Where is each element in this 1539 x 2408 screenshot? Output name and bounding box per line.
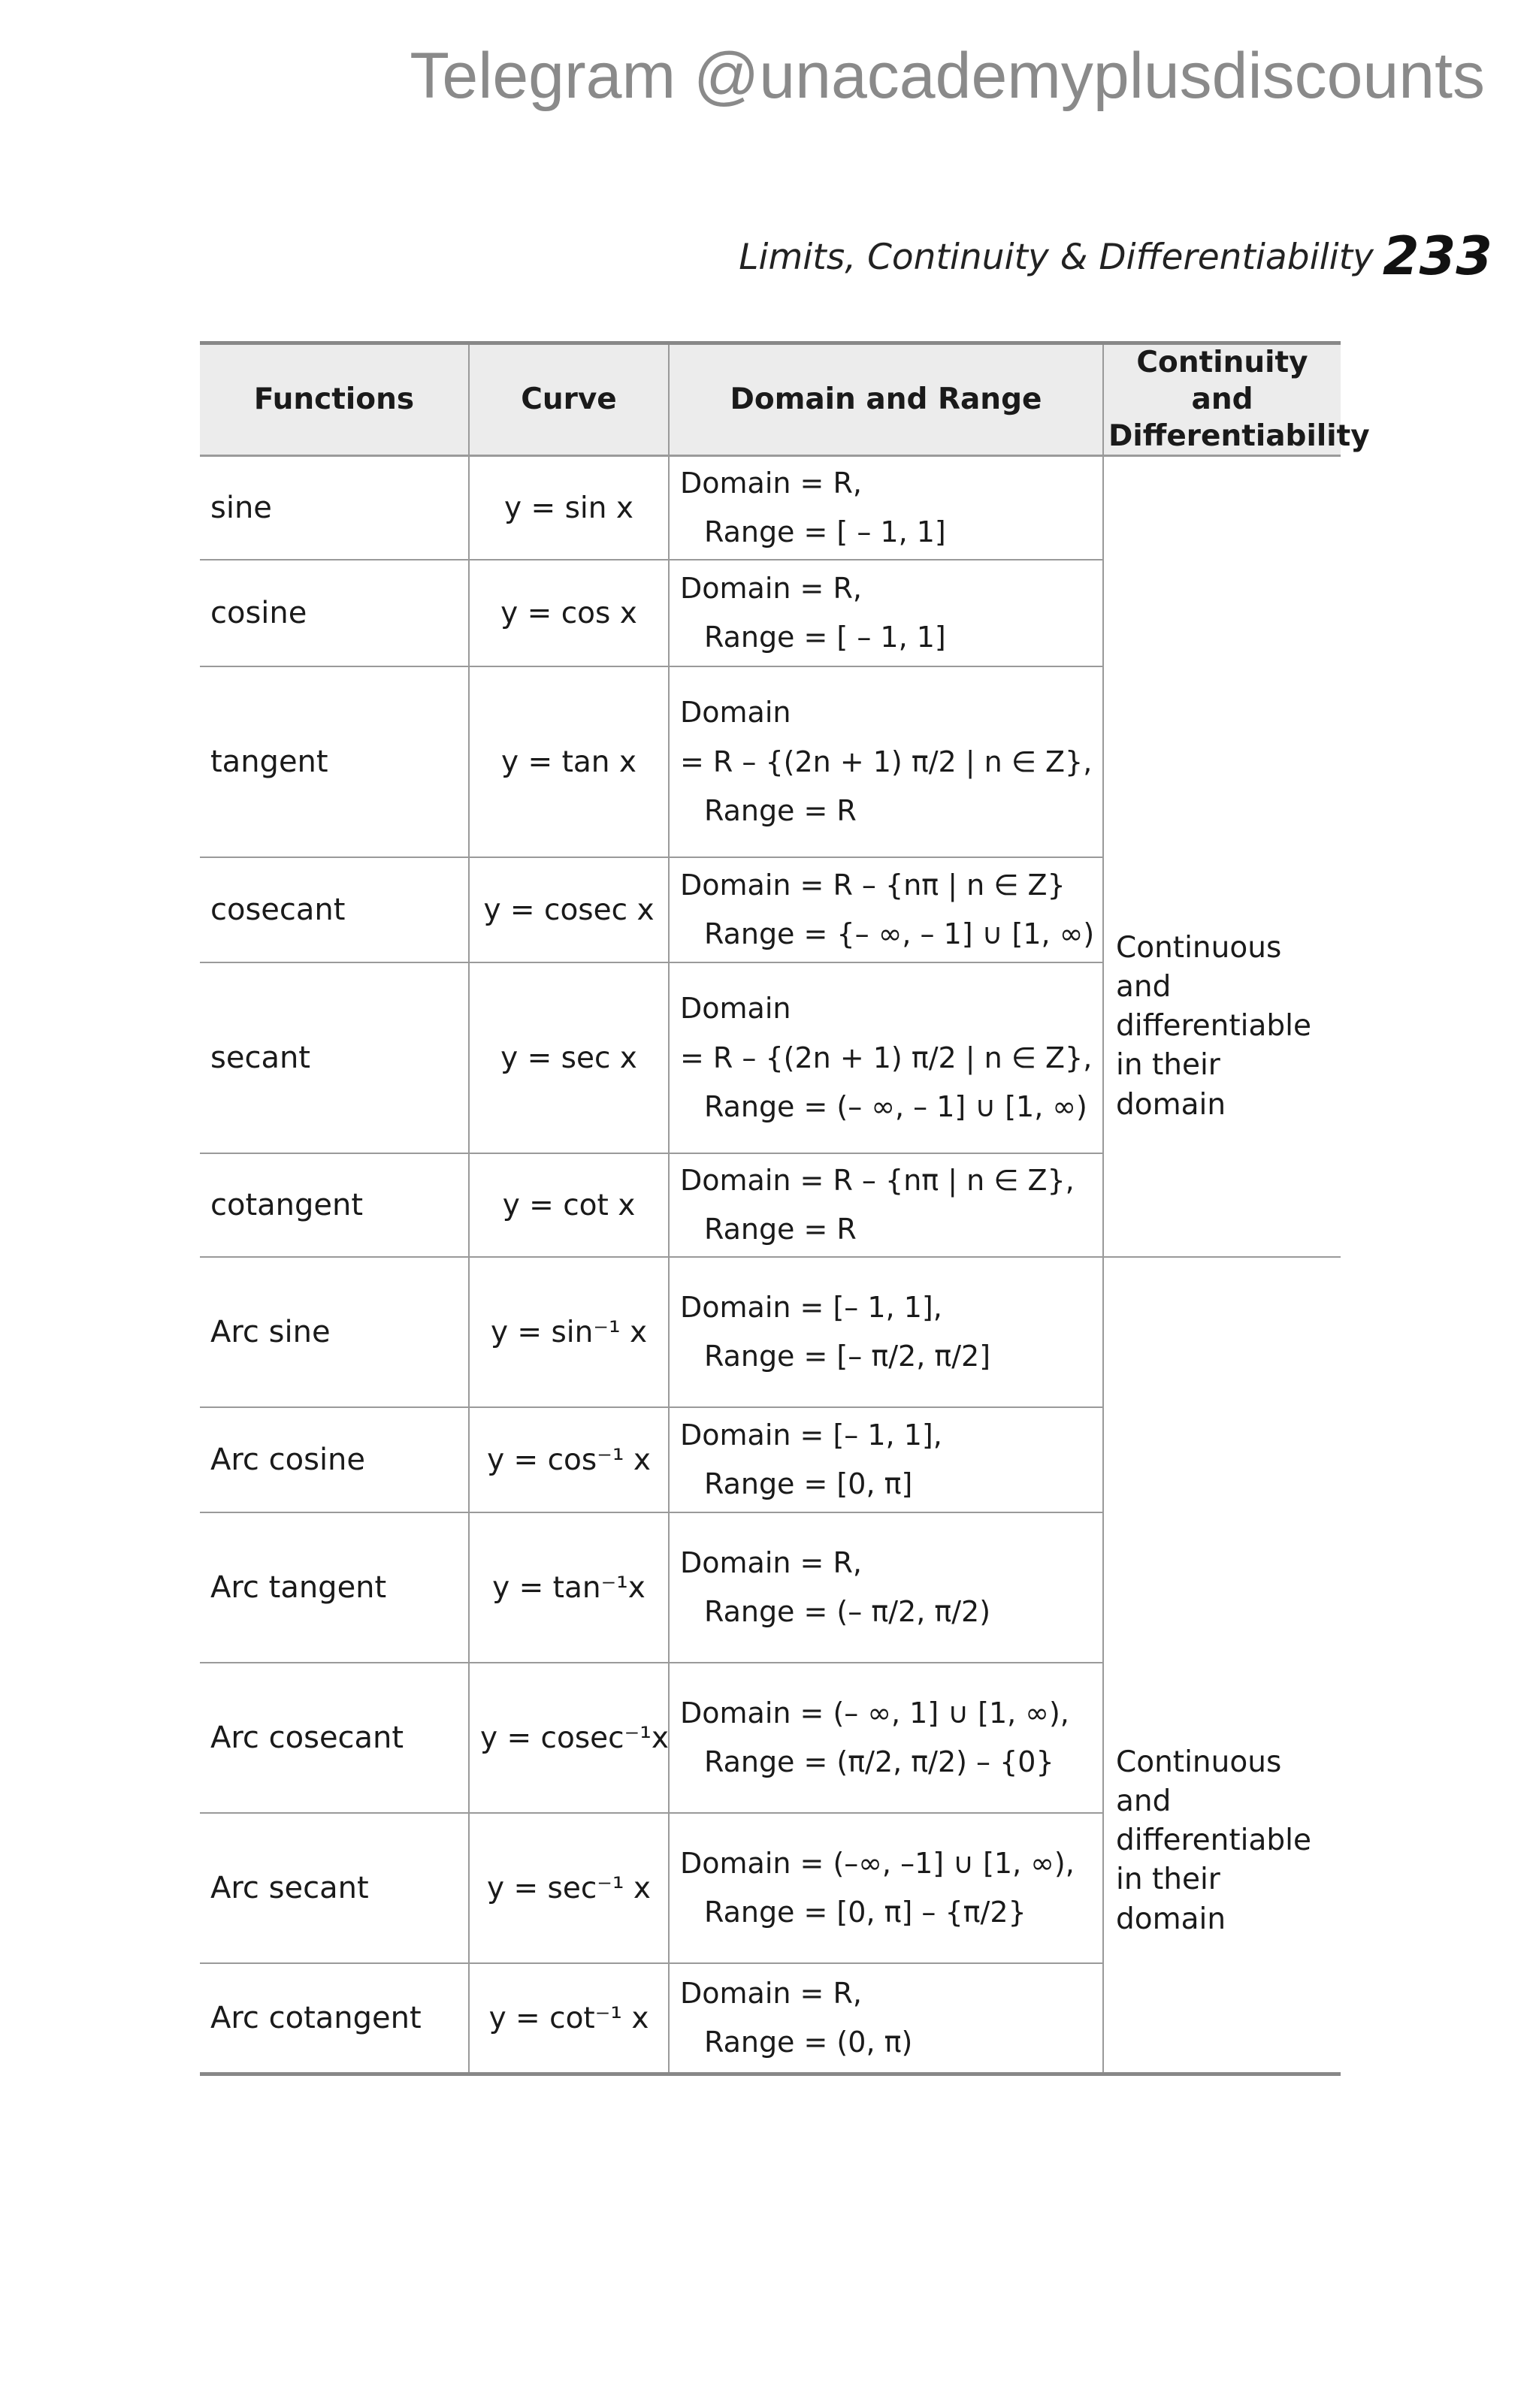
table-header-row bbox=[200, 343, 1341, 456]
domain-text: Domain = R, bbox=[680, 1976, 862, 2010]
curve-equation: y = cosec x bbox=[469, 857, 669, 962]
domain-text: Domain = (– ∞, 1] ∪ [1, ∞), bbox=[680, 1696, 1069, 1730]
continuity-text: Continuous and differentiable in their domain bbox=[1116, 1745, 1311, 1936]
domain-range-cell bbox=[669, 1512, 1103, 1663]
header-functions: Functions bbox=[200, 343, 469, 456]
continuity-cell-trig bbox=[1103, 456, 1341, 1258]
range-text: Range = (0, π) bbox=[704, 2026, 913, 2059]
range-text: Range = [– π/2, π/2] bbox=[704, 1340, 991, 1373]
function-name: Arc sine bbox=[200, 1257, 469, 1407]
function-name: secant bbox=[200, 962, 469, 1153]
range-text: Range = (– ∞, – 1] ∪ [1, ∞) bbox=[704, 1089, 1087, 1123]
function-name: tangent bbox=[200, 666, 469, 857]
curve-equation: y = cot x bbox=[469, 1153, 669, 1257]
function-name: sine bbox=[200, 456, 469, 560]
curve-equation: y = sin x bbox=[469, 456, 669, 560]
curve-equation: y = cot⁻¹ x bbox=[469, 1963, 669, 2074]
header-domain-range: Domain and Range bbox=[669, 343, 1103, 456]
domain-text: Domain = [– 1, 1], bbox=[680, 1290, 942, 1324]
range-text: Range = (π/2, π/2) – {0} bbox=[704, 1745, 1054, 1779]
range-text: Range = [0, π] bbox=[704, 1467, 913, 1501]
curve-equation: y = tan⁻¹x bbox=[469, 1512, 669, 1663]
domain-range-cell bbox=[669, 456, 1103, 560]
function-name: cotangent bbox=[200, 1153, 469, 1257]
domain-text: Domain = R, bbox=[680, 571, 862, 605]
domain-expression: = R – {(2n + 1) π/2 | n ∈ Z}, bbox=[680, 1041, 1093, 1074]
domain-range-cell bbox=[669, 1407, 1103, 1512]
header-continuity: Continuity and Differentiability bbox=[1103, 343, 1341, 456]
table-row bbox=[200, 456, 1341, 560]
functions-table bbox=[200, 341, 1370, 2076]
domain-range-cell bbox=[669, 666, 1103, 857]
domain-range-cell bbox=[669, 857, 1103, 962]
watermark: Telegram @unacademyplusdiscounts bbox=[410, 40, 1485, 112]
domain-text: Domain = R, bbox=[680, 466, 862, 500]
domain-text: Domain bbox=[680, 992, 791, 1026]
curve-equation: y = cosec⁻¹x bbox=[469, 1663, 669, 1813]
domain-text: Domain = R – {nπ | n ∈ Z}, bbox=[680, 1163, 1075, 1197]
domain-range-cell bbox=[669, 1153, 1103, 1257]
page-number: 233 bbox=[1382, 225, 1492, 287]
function-name: cosine bbox=[200, 560, 469, 666]
table-row bbox=[200, 1257, 1341, 1407]
range-text: Range = R bbox=[704, 1213, 857, 1246]
curve-equation: y = cos x bbox=[469, 560, 669, 666]
continuity-text: Continuous and differentiable in their domain bbox=[1116, 930, 1311, 1122]
function-name: cosecant bbox=[200, 857, 469, 962]
domain-range-cell bbox=[669, 560, 1103, 666]
domain-text: Domain bbox=[680, 696, 791, 730]
curve-equation: y = cos⁻¹ x bbox=[469, 1407, 669, 1512]
domain-range-cell bbox=[669, 1963, 1103, 2074]
range-text: Range = (– π/2, π/2) bbox=[704, 1595, 991, 1629]
running-head-title: Limits, Continuity & Differentiability bbox=[739, 237, 1374, 278]
range-text: Range = R bbox=[704, 793, 857, 827]
domain-text: Domain = R – {nπ | n ∈ Z} bbox=[680, 868, 1066, 902]
domain-range-cell bbox=[669, 1663, 1103, 1813]
function-name: Arc tangent bbox=[200, 1512, 469, 1663]
function-name: Arc cosecant bbox=[200, 1663, 469, 1813]
range-text: Range = [0, π] – {π/2} bbox=[704, 1896, 1027, 1929]
range-text: Range = [ – 1, 1] bbox=[704, 621, 946, 654]
header-curve: Curve bbox=[469, 343, 669, 456]
function-name: Arc secant bbox=[200, 1813, 469, 1963]
domain-expression: = R – {(2n + 1) π/2 | n ∈ Z}, bbox=[680, 745, 1093, 778]
continuity-cell-inverse bbox=[1103, 1257, 1341, 2074]
domain-range-cell bbox=[669, 962, 1103, 1153]
function-name: Arc cosine bbox=[200, 1407, 469, 1512]
curve-equation: y = tan x bbox=[469, 666, 669, 857]
curve-equation: y = sec⁻¹ x bbox=[469, 1813, 669, 1963]
curve-equation: y = sin⁻¹ x bbox=[469, 1257, 669, 1407]
function-name: Arc cotangent bbox=[200, 1963, 469, 2074]
domain-range-cell bbox=[669, 1813, 1103, 1963]
domain-text: Domain = R, bbox=[680, 1545, 862, 1579]
domain-text: Domain = (–∞, –1] ∪ [1, ∞), bbox=[680, 1846, 1075, 1880]
range-text: Range = [ – 1, 1] bbox=[704, 515, 946, 549]
curve-equation: y = sec x bbox=[469, 962, 669, 1153]
range-text: Range = {– ∞, – 1] ∪ [1, ∞) bbox=[704, 917, 1095, 951]
domain-text: Domain = [– 1, 1], bbox=[680, 1418, 942, 1452]
domain-range-cell bbox=[669, 1257, 1103, 1407]
